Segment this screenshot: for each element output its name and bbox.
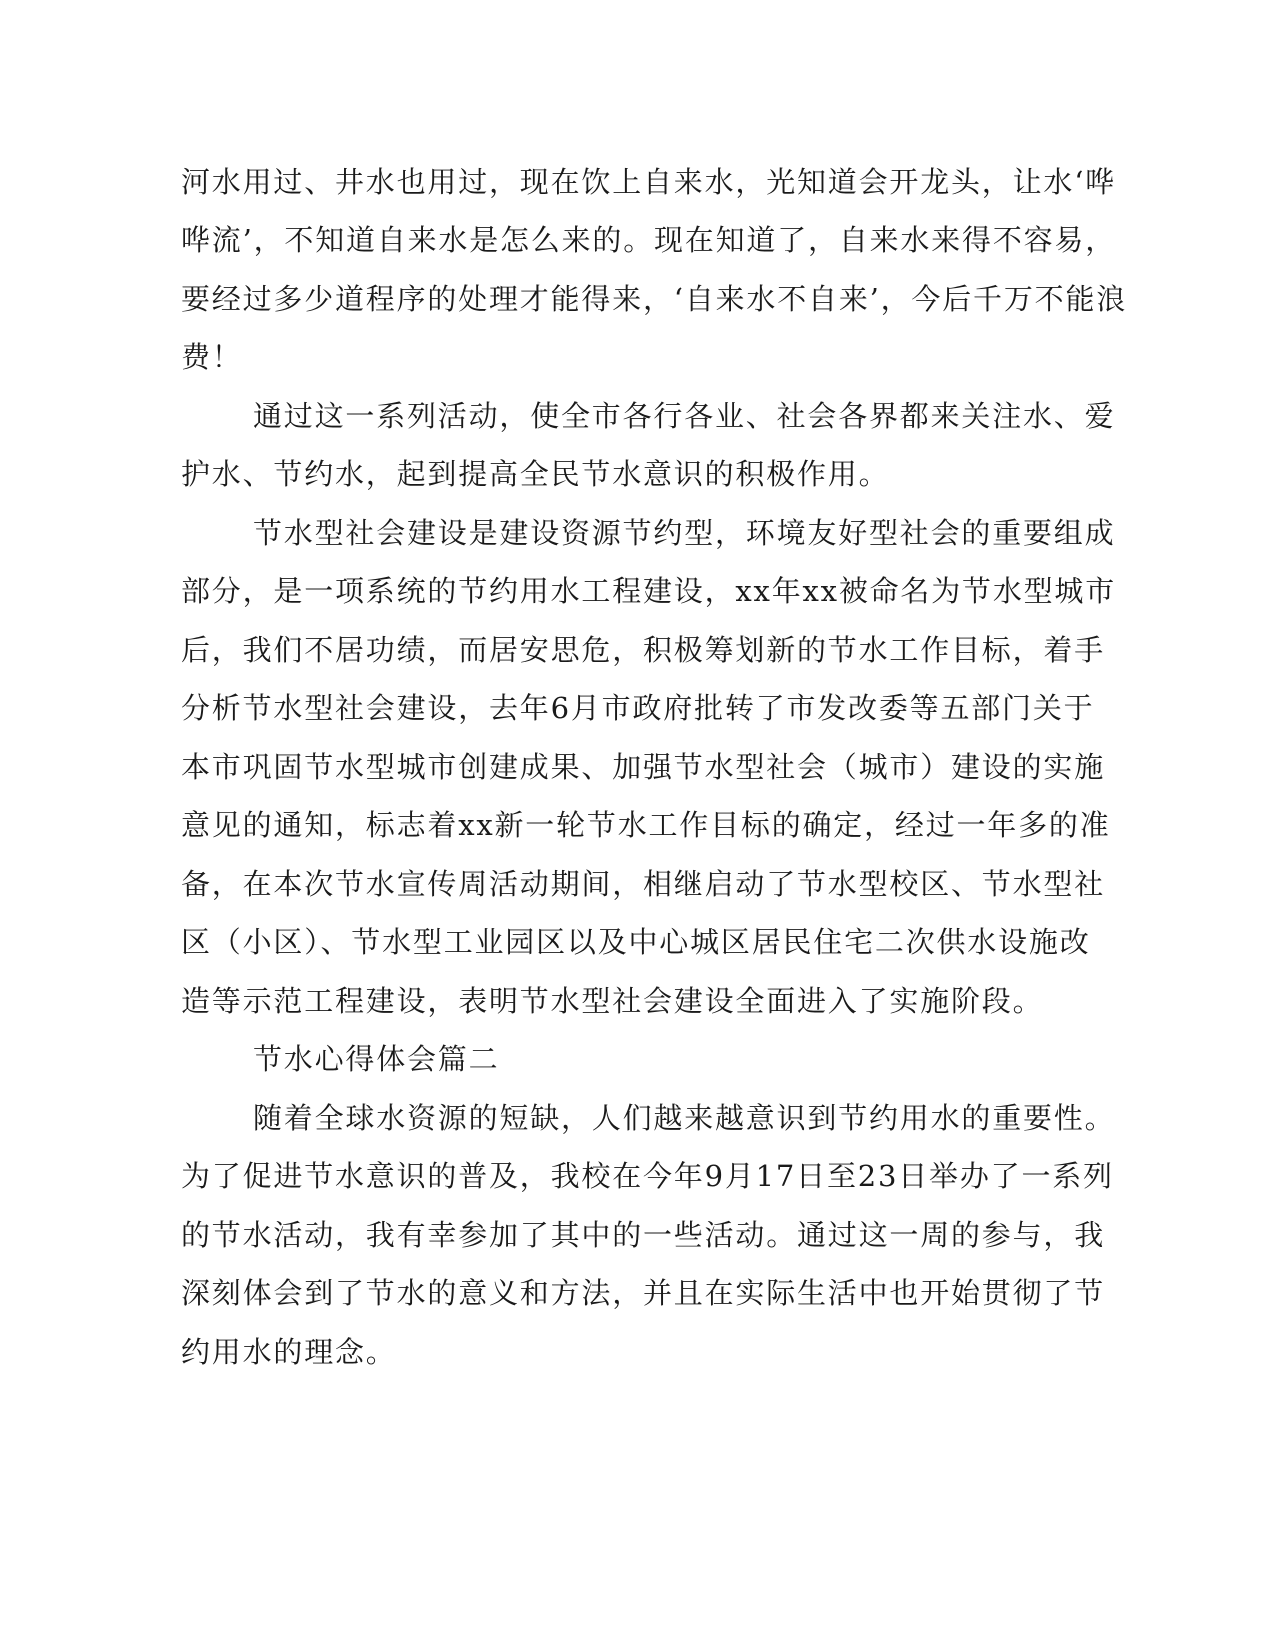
paragraph-line: 河水用过、井水也用过，现在饮上自来水，光知道会开龙头，让水‘哗 — [181, 165, 1117, 199]
document-page — [181, 150, 1128, 1530]
paragraph-line: 后，我们不居功绩，而居安思危，积极筹划新的节水工作目标，着手 — [181, 633, 1106, 667]
paragraph-line: 随着全球水资源的短缺，人们越来越意识到节约用水的重要性。 — [253, 1101, 1116, 1135]
paragraph-line: 护水、节约水，起到提高全民节水意识的积极作用。 — [181, 457, 890, 491]
paragraph-line: 分析节水型社会建设，去年6月市政府批转了市发改委等五部门关于 — [181, 691, 1095, 725]
paragraph-line: 为了促进节水意识的普及，我校在今年9月17日至23日举办了一系列 — [181, 1159, 1114, 1193]
paragraph-line: 备，在本次节水宣传周活动期间，相继启动了节水型校区、节水型社 — [181, 867, 1106, 901]
paragraph-line: 造等示范工程建设，表明节水型社会建设全面进入了实施阶段。 — [181, 984, 1044, 1018]
paragraph-line: 节水型社会建设是建设资源节约型，环境友好型社会的重要组成 — [253, 516, 1116, 550]
paragraph-line: 约用水的理念。 — [181, 1335, 397, 1369]
paragraph-line: 区（小区）、节水型工业园区以及中心城区居民住宅二次供水设施改 — [181, 925, 1091, 959]
paragraph-line: 本市巩固节水型城市创建成果、加强节水型社会（城市）建设的实施 — [181, 750, 1106, 784]
section-heading: 节水心得体会篇二 — [253, 1042, 500, 1076]
paragraph-line: 要经过多少道程序的处理才能得来，‘自来水不自来’，今后千万不能浪 — [181, 282, 1128, 316]
paragraph-line: 意见的通知，标志着xx新一轮节水工作目标的确定，经过一年多的准 — [181, 808, 1111, 842]
paragraph-line: 的节水活动，我有幸参加了其中的一些活动。通过这一周的参与，我 — [181, 1218, 1106, 1252]
paragraph-line: 哗流’，不知道自来水是怎么来的。现在知道了，自来水来得不容易， — [181, 223, 1117, 257]
paragraph-line: 深刻体会到了节水的意义和方法，并且在实际生活中也开始贯彻了节 — [181, 1276, 1106, 1310]
paragraph-line: 通过这一系列活动，使全市各行各业、社会各界都来关注水、爱 — [253, 399, 1116, 433]
paragraph-line: 费！ — [181, 340, 243, 374]
paragraph-line: 部分，是一项系统的节约用水工程建设，xx年xx被命名为节水型城市 — [181, 574, 1117, 608]
